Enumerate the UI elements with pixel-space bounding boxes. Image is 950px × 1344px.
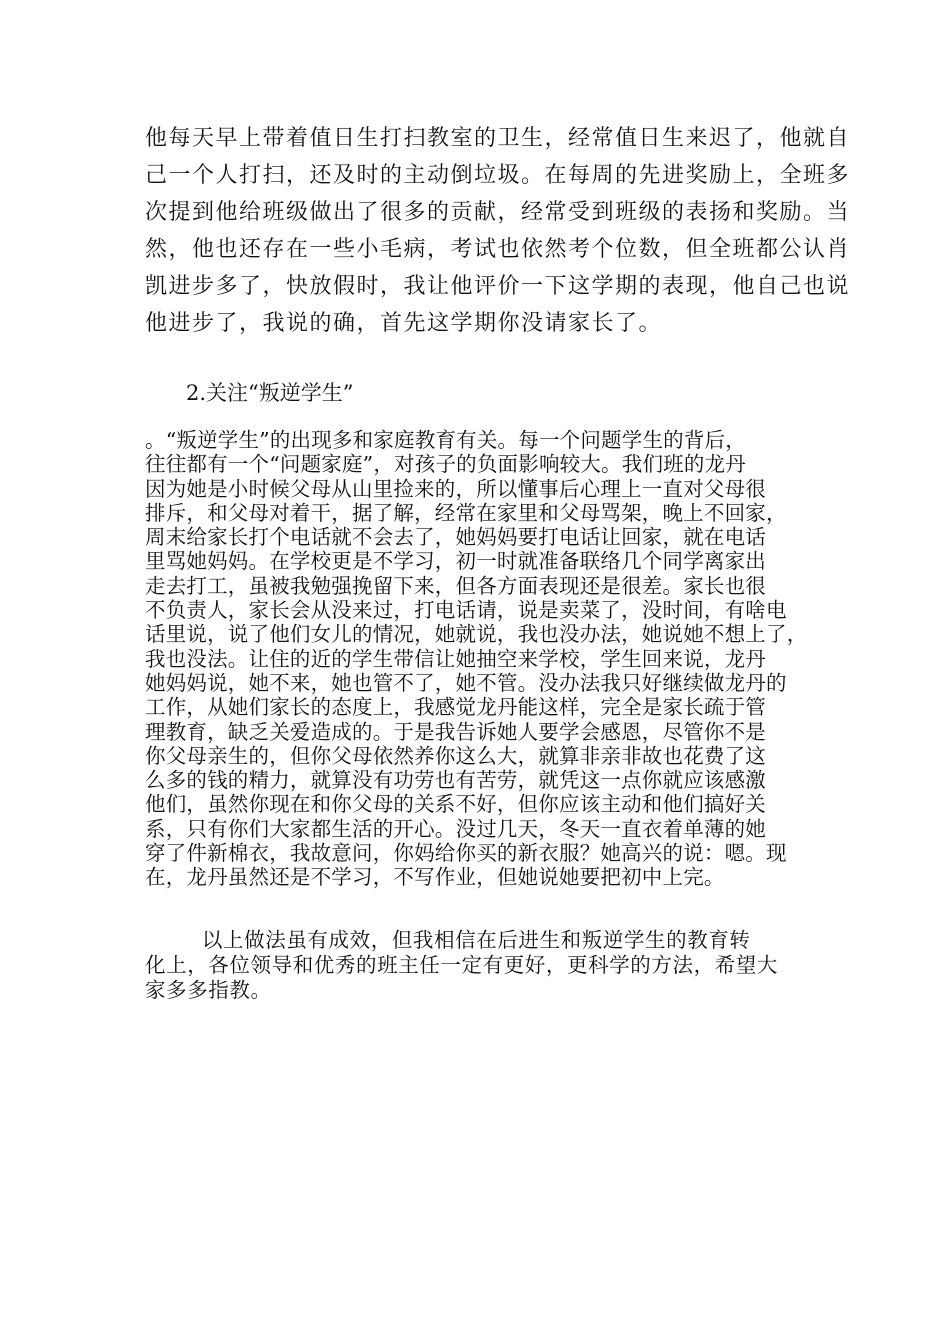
section-heading: 2.关注“叛逆学生” [186, 381, 354, 405]
paragraph-conclusion: 以上做法虽有成效，但我相信在后进生和叛逆学生的教育转 化上，各位领导和优秀的班主任一定有更好，更科学的方法，希望大 家多多指教。 [145, 928, 778, 1002]
paragraph-praise: 他每天早上带着值日生打扫教室的卫生，经常值日生来迟了，他就自 己一个人打扫，还及时的主动倒垃圾。在每周的先进奖励上，全班多 次提到他给班级做出了很多的贡献，经常受到班级的表扬和奖励。当 然，他也还存在一些小毛病，考试也依然考个位数，但全班都公认肖 凯进步多了，快放假时，我让他评价一下这学期的表现，他自己也说 他进步了，我说的确，首先这学期你没请家长了。 [145, 126, 851, 336]
paragraph-rebellious-students: 。“叛逆学生”的出现多和家庭教育有关。每一个问题学生的背后， 往往都有一个“问题家庭”，对孩子的负面影响较大。我们班的龙丹 因为她是小时候父母从山里捡来的，所以懂事后心理上一直对父母很 排斥，和父母对着干，据了解，经常在家里和父母骂架，晚上不回家， 周末给家长打个电话就不会去了，她妈妈要打电话让回家，就在电话 里骂她妈妈。在学校更是不学习，初一时就准备联络几个同学离家出 走去打工，虽被我勉强挽留下来，但各方面表现还是很差。家长也很 不负责人，家长会从没来过，打电话请，说是卖菜了，没时间，有啥电 话里说，说了他们女儿的情况，她就说，我也没办法，她说她不想上了， 我也没法。让住的近的学生带信让她抽空来学校，学生回来说，龙丹 她妈妈说，她不来，她也管不了，她不管。没办法我只好继续做龙丹的 工作，从她们家长的态度上，我感觉龙丹能这样，完全是家长疏于管 理教育，缺乏关爱造成的。于是我告诉她人要学会感恩，尽管你不是 你父母亲生的，但你父母依然养你这么大，就算非亲非故也花费了这 么多的钱的精力，就算没有功劳也有苦劳，就凭这一点你就应该感激 他们，虽然你现在和你父母的关系不好，但你应该主动和他们搞好关 系，只有你们大家都生活的开心。没过几天，冬天一直衣着单薄的她 穿了件新棉衣，我故意问，你妈给你买的新衣服？她高兴的说：嗯。现 在，龙丹虽然还是不学习，不写作业，但她说她要把初中上完。 [145, 428, 808, 890]
